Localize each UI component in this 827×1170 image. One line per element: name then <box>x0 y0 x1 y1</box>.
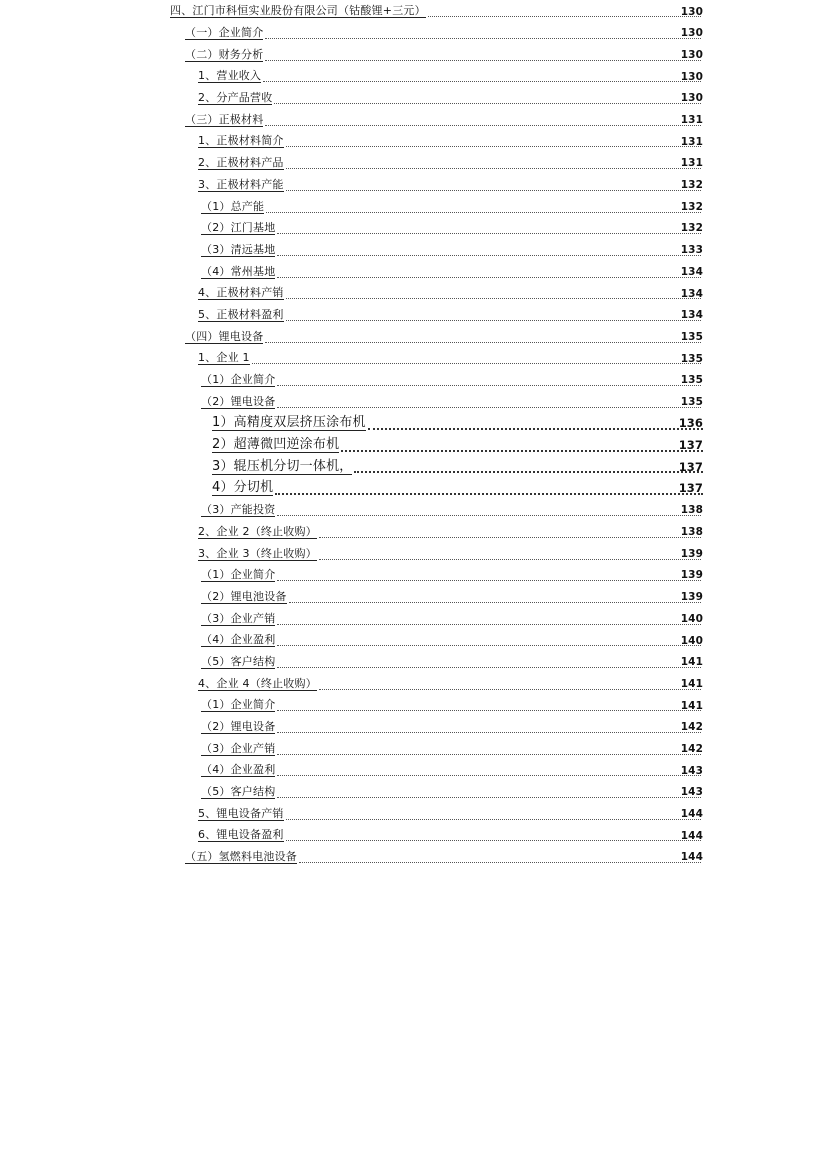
toc-entry-title[interactable]: 4、正极材料产销 <box>198 286 284 300</box>
toc-entry[interactable] <box>0 175 827 197</box>
toc-entry[interactable] <box>0 326 827 348</box>
toc-dot-leader <box>286 320 701 321</box>
toc-page-number: 134 <box>680 265 703 278</box>
toc-entry[interactable] <box>0 23 827 45</box>
toc-entry-title[interactable]: （1）企业简介 <box>201 698 276 712</box>
toc-page-number: 131 <box>680 114 703 127</box>
toc-entry-title[interactable]: （2）江门基地 <box>201 221 276 235</box>
toc-entry[interactable] <box>0 478 827 500</box>
toc-page-number: 138 <box>680 526 703 539</box>
toc-entry-title[interactable]: （五）氢燃料电池设备 <box>185 850 297 864</box>
toc-dot-leader <box>265 342 701 343</box>
toc-entry[interactable] <box>0 630 827 652</box>
toc-page-number: 141 <box>680 656 703 669</box>
toc-page-number: 140 <box>680 634 703 647</box>
toc-page-number: 141 <box>680 699 703 712</box>
toc-dot-leader <box>265 60 701 61</box>
toc-page-number: 132 <box>680 179 703 192</box>
toc-page-number: 130 <box>680 70 703 83</box>
toc-page-number: 136 <box>678 416 703 431</box>
toc-dot-leader <box>368 428 703 430</box>
toc-entry[interactable] <box>0 803 827 825</box>
toc-entry[interactable] <box>0 565 827 587</box>
toc-entry-title[interactable]: 6、锂电设备盈利 <box>198 828 284 842</box>
toc-dot-leader <box>277 233 701 234</box>
toc-entry-title[interactable]: （5）客户结构 <box>201 785 276 799</box>
toc-page-number: 130 <box>680 48 703 61</box>
toc-dot-leader <box>289 602 701 603</box>
toc-entry[interactable] <box>0 652 827 674</box>
toc-page-number: 141 <box>680 677 703 690</box>
toc-entry-title[interactable]: （4）企业盈利 <box>201 763 276 777</box>
toc-page-number: 139 <box>680 569 703 582</box>
toc-dot-leader <box>341 450 703 452</box>
table-of-contents <box>0 1 827 869</box>
toc-page-number: 137 <box>678 481 703 496</box>
toc-entry[interactable] <box>0 261 827 283</box>
toc-dot-leader <box>286 146 701 147</box>
toc-entry[interactable] <box>0 218 827 240</box>
toc-entry[interactable] <box>0 283 827 305</box>
toc-page-number: 131 <box>680 135 703 148</box>
toc-entry[interactable] <box>0 413 827 435</box>
toc-dot-leader <box>274 103 701 104</box>
toc-dot-leader <box>286 819 701 820</box>
toc-entry-title[interactable]: 2、分产品营收 <box>198 91 273 105</box>
toc-page-number: 134 <box>680 309 703 322</box>
toc-entry[interactable] <box>0 608 827 630</box>
toc-dot-leader <box>286 190 701 191</box>
toc-dot-leader <box>319 689 701 690</box>
toc-dot-leader <box>286 168 701 169</box>
toc-page-number: 135 <box>680 352 703 365</box>
toc-dot-leader <box>275 493 703 495</box>
toc-entry-title[interactable]: （1）总产能 <box>201 199 265 213</box>
toc-entry-title[interactable]: 1、正极材料简介 <box>198 134 284 148</box>
toc-entry-title[interactable]: （2）锂电设备 <box>201 720 276 734</box>
toc-dot-leader <box>265 38 701 39</box>
toc-entry-title[interactable]: 1、营业收入 <box>198 69 262 83</box>
toc-dot-leader <box>277 710 701 711</box>
toc-page-number: 138 <box>680 504 703 517</box>
toc-page-number: 144 <box>680 829 703 842</box>
toc-entry-title[interactable]: 四、江门市科恒实业股份有限公司（钴酸锂+三元） <box>170 4 426 18</box>
toc-entry-title[interactable]: （三）正极材料 <box>185 112 264 126</box>
toc-dot-leader <box>277 255 701 256</box>
toc-entry-title[interactable]: （3）产能投资 <box>201 503 276 517</box>
toc-entry-title[interactable]: （4）常州基地 <box>201 264 276 278</box>
toc-entry-title[interactable]: （二）财务分析 <box>185 47 264 61</box>
toc-dot-leader <box>277 277 701 278</box>
toc-entry-title[interactable]: （四）锂电设备 <box>185 329 264 343</box>
toc-dot-leader <box>277 645 701 646</box>
toc-entry-title[interactable]: （2）锂电池设备 <box>201 589 287 603</box>
toc-entry-title[interactable]: 2、企业 2（终止收购） <box>198 524 317 538</box>
toc-dot-leader <box>277 667 701 668</box>
toc-dot-leader <box>263 81 701 82</box>
toc-page-number: 144 <box>680 808 703 821</box>
toc-page-number: 134 <box>680 287 703 300</box>
toc-entry-title[interactable]: 3、正极材料产能 <box>198 177 284 191</box>
toc-page-number: 135 <box>680 374 703 387</box>
toc-page-number: 130 <box>680 92 703 105</box>
toc-dot-leader <box>428 16 701 17</box>
toc-page-number: 142 <box>680 742 703 755</box>
toc-entry[interactable] <box>0 348 827 370</box>
toc-page-number: 130 <box>680 27 703 40</box>
toc-entry-title[interactable]: 2、正极材料产品 <box>198 156 284 170</box>
toc-page-number: 131 <box>680 157 703 170</box>
toc-entry[interactable] <box>0 695 827 717</box>
toc-dot-leader <box>277 515 701 516</box>
toc-entry-title[interactable]: 3）辊压机分切一体机， <box>212 458 353 474</box>
toc-entry[interactable] <box>0 760 827 782</box>
toc-entry[interactable] <box>0 522 827 544</box>
toc-entry[interactable] <box>0 66 827 88</box>
toc-entry[interactable] <box>0 435 827 457</box>
toc-entry[interactable] <box>0 782 827 804</box>
toc-dot-leader <box>277 732 701 733</box>
toc-dot-leader <box>266 212 701 213</box>
toc-entry[interactable] <box>0 1 827 23</box>
toc-entry[interactable] <box>0 305 827 327</box>
toc-entry-title[interactable]: （2）锂电设备 <box>201 394 276 408</box>
toc-dot-leader <box>286 840 701 841</box>
toc-entry-title[interactable]: 1）高精度双层挤压涂布机 <box>212 415 366 431</box>
toc-entry-title[interactable]: （1）企业简介 <box>201 373 276 387</box>
toc-entry[interactable] <box>0 825 827 847</box>
toc-entry-title[interactable]: 4、企业 4（终止收购） <box>198 676 317 690</box>
toc-page-number: 137 <box>678 437 703 452</box>
toc-dot-leader <box>277 580 701 581</box>
toc-dot-leader <box>277 624 701 625</box>
toc-entry[interactable] <box>0 153 827 175</box>
toc-dot-leader <box>277 775 701 776</box>
toc-page-number: 144 <box>680 851 703 864</box>
toc-entry-title[interactable]: （1）企业简介 <box>201 568 276 582</box>
toc-dot-leader <box>265 125 701 126</box>
toc-page-number: 130 <box>680 5 703 18</box>
toc-entry[interactable] <box>0 370 827 392</box>
toc-page-number: 137 <box>678 459 703 474</box>
toc-entry-title[interactable]: 5、锂电设备产销 <box>198 806 284 820</box>
toc-entry[interactable] <box>0 131 827 153</box>
toc-entry-title[interactable]: （5）客户结构 <box>201 654 276 668</box>
toc-entry[interactable] <box>0 500 827 522</box>
toc-page-number: 142 <box>680 721 703 734</box>
toc-page-number: 132 <box>680 200 703 213</box>
toc-entry-title[interactable]: （3）企业产销 <box>201 741 276 755</box>
toc-entry-title[interactable]: （3）清远基地 <box>201 242 276 256</box>
toc-page-number: 139 <box>680 547 703 560</box>
toc-entry-title[interactable]: （4）企业盈利 <box>201 633 276 647</box>
toc-entry[interactable] <box>0 391 827 413</box>
toc-entry-title[interactable]: 4）分切机 <box>212 480 274 496</box>
toc-entry-title[interactable]: 5、正极材料盈利 <box>198 307 284 321</box>
toc-page-number: 133 <box>680 244 703 257</box>
toc-dot-leader <box>277 407 701 408</box>
toc-page-number: 135 <box>680 330 703 343</box>
toc-entry-title[interactable]: 2）超薄微凹逆涂布机 <box>212 437 340 453</box>
toc-entry[interactable] <box>0 673 827 695</box>
toc-dot-leader <box>319 537 701 538</box>
toc-dot-leader <box>277 797 701 798</box>
toc-dot-leader <box>286 298 701 299</box>
toc-page-number: 140 <box>680 612 703 625</box>
toc-entry[interactable] <box>0 587 827 609</box>
toc-dot-leader <box>319 559 701 560</box>
toc-entry[interactable] <box>0 240 827 262</box>
toc-dot-leader <box>299 862 701 863</box>
toc-entry[interactable] <box>0 738 827 760</box>
toc-page-number: 143 <box>680 764 703 777</box>
toc-page-number: 132 <box>680 222 703 235</box>
toc-entry[interactable] <box>0 456 827 478</box>
toc-entry[interactable] <box>0 109 827 131</box>
toc-entry-title[interactable]: （3）企业产销 <box>201 611 276 625</box>
toc-page-number: 139 <box>680 591 703 604</box>
toc-entry-title[interactable]: 1、企业 1 <box>198 351 250 365</box>
toc-entry-title[interactable]: （一）企业简介 <box>185 26 264 40</box>
toc-entry[interactable] <box>0 44 827 66</box>
toc-entry[interactable] <box>0 88 827 110</box>
toc-entry-title[interactable]: 3、企业 3（终止收购） <box>198 546 317 560</box>
toc-dot-leader <box>277 385 701 386</box>
toc-dot-leader <box>277 754 701 755</box>
toc-entry[interactable] <box>0 847 827 869</box>
toc-entry[interactable] <box>0 717 827 739</box>
toc-entry[interactable] <box>0 543 827 565</box>
toc-entry[interactable] <box>0 196 827 218</box>
toc-dot-leader <box>252 363 701 364</box>
toc-dot-leader <box>354 471 703 473</box>
toc-page-number: 143 <box>680 786 703 799</box>
toc-page-number: 135 <box>680 395 703 408</box>
